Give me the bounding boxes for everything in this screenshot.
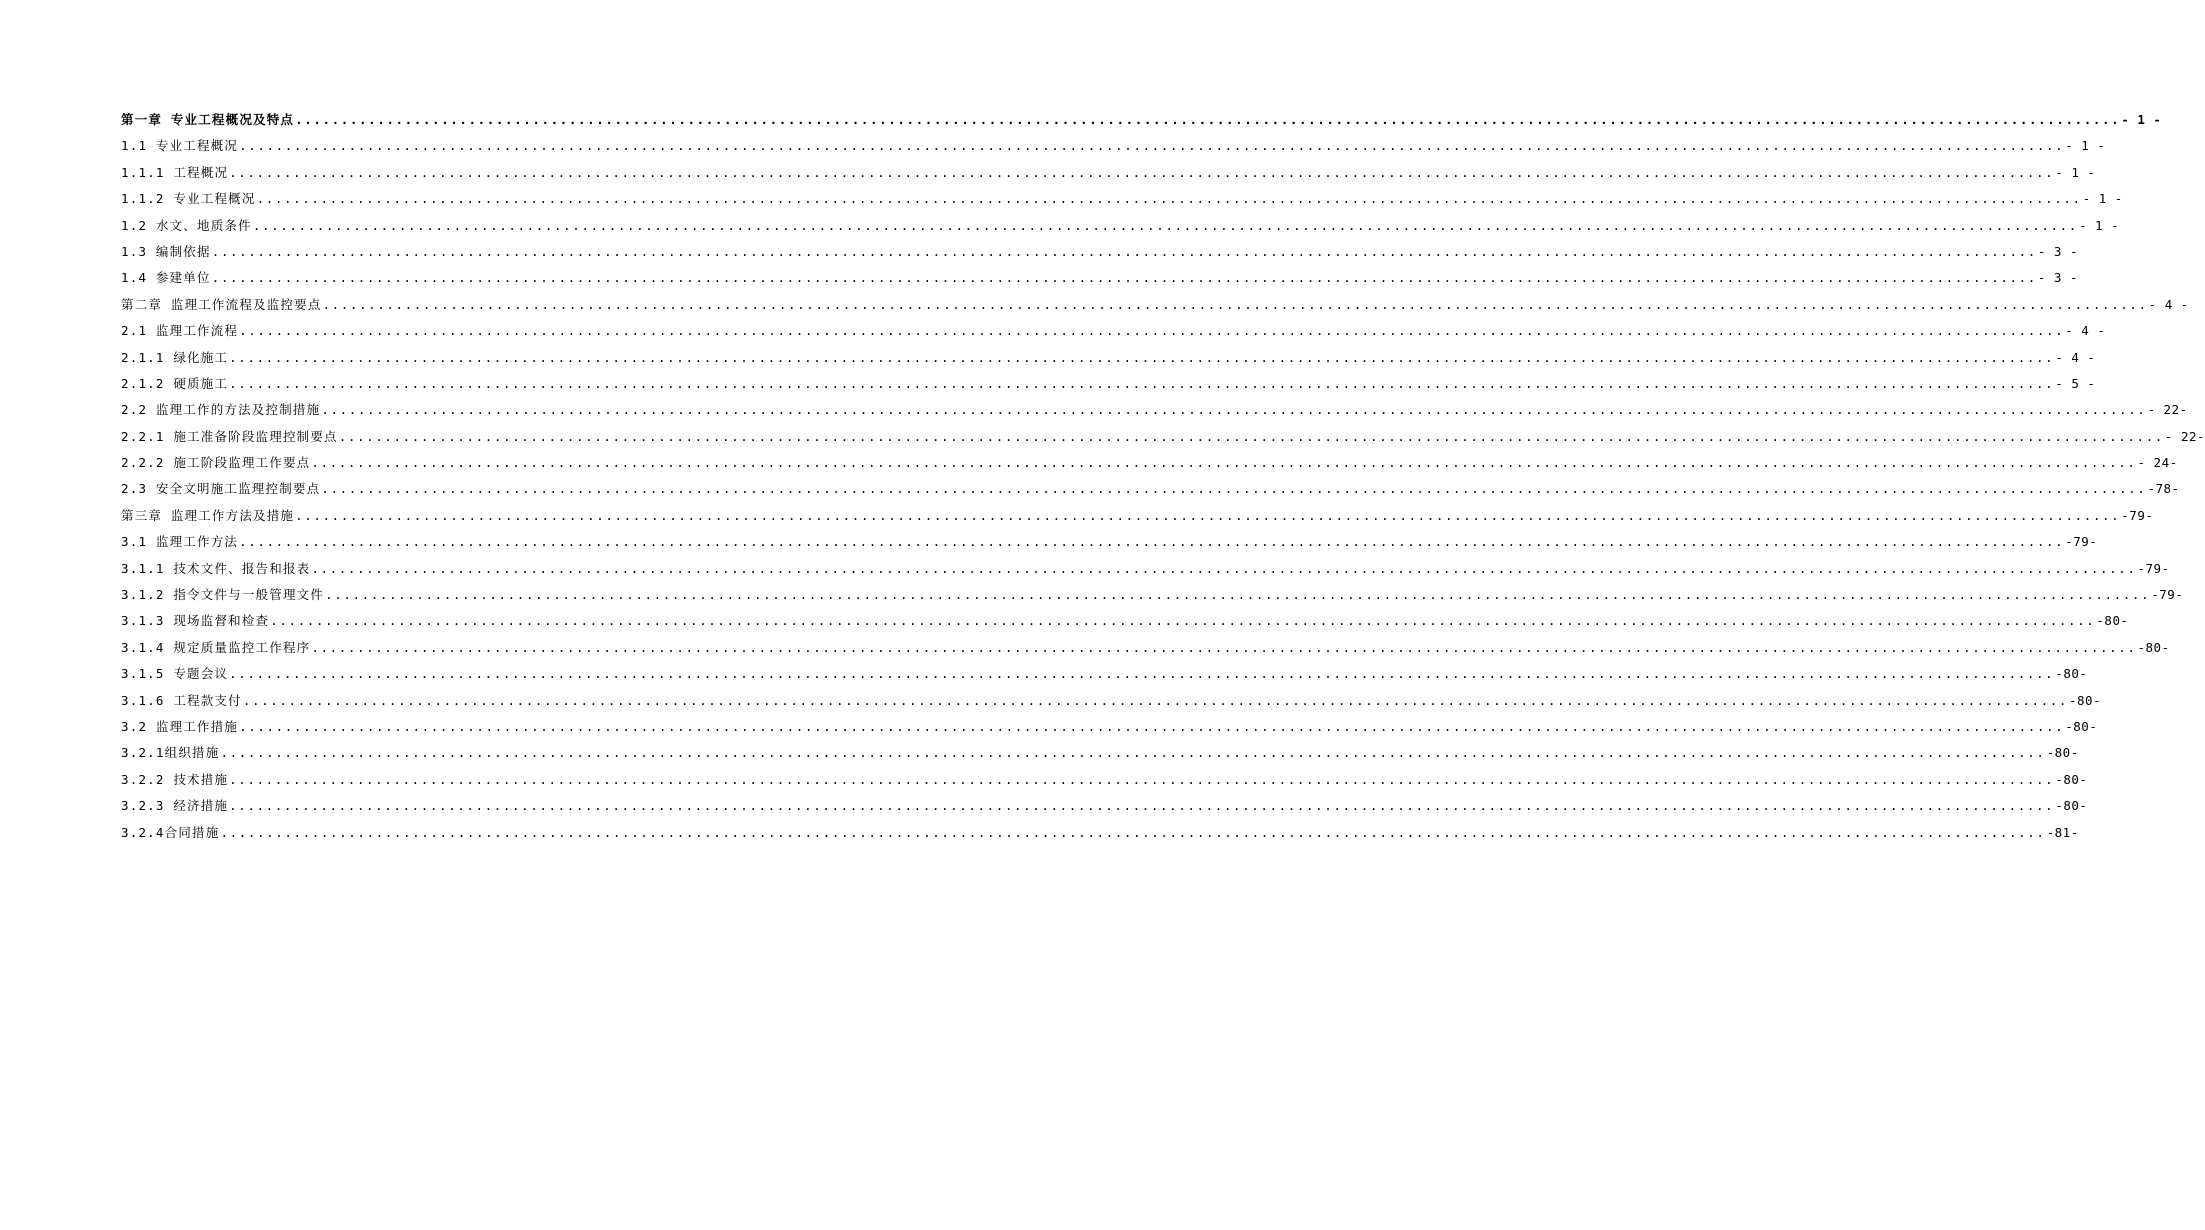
toc-entry-title: 2.2.1 施工准备阶段监理控制要点 (121, 428, 338, 444)
toc-entry[interactable] (121, 239, 2078, 265)
toc-entry-title: 1.3 编制依据 (121, 243, 211, 259)
toc-entry[interactable] (121, 503, 2154, 529)
toc-dot-leader: ........................................................................................................................................................................................................ (229, 666, 2055, 682)
toc-entry-title: 2.1.2 硬质施工 (121, 375, 229, 391)
toc-entry-page-number: -80- (2055, 798, 2088, 814)
toc-dot-leader: ........................................................................................................................................................................................................ (229, 164, 2055, 180)
toc-entry-page-number: -80- (2096, 613, 2129, 629)
toc-entry-page-number: -81- (2046, 824, 2079, 840)
toc-entry-title: 3.1.5 专题会议 (121, 666, 229, 682)
toc-dot-leader: ........................................................................................................................................................................................................ (325, 587, 2151, 603)
toc-entry[interactable] (121, 450, 2178, 476)
toc-entry-title: 2.3 安全文明施工监理控制要点 (121, 481, 321, 497)
toc-entry-page-number: - 3 - (2037, 243, 2078, 259)
toc-entry-page-number: - 4 - (2065, 323, 2106, 339)
toc-dot-leader: ........................................................................................................................................................................................................ (322, 296, 2148, 312)
toc-entry[interactable] (121, 397, 2188, 423)
toc-entry-title: 3.1.1 技术文件、报告和报表 (121, 560, 311, 576)
toc-dot-leader: ........................................................................................................................................................................................................ (242, 692, 2068, 708)
toc-entry-title: 1.1.1 工程概况 (121, 164, 229, 180)
toc-entry-title: 3.2.2 技术措施 (121, 771, 229, 787)
toc-entry[interactable] (121, 608, 2129, 634)
toc-entry-title: 3.1.2 指令文件与一般管理文件 (121, 587, 325, 603)
toc-entry-page-number: -79- (2151, 587, 2184, 603)
toc-entry[interactable] (121, 793, 2088, 819)
toc-entry[interactable] (121, 582, 2184, 608)
toc-entry-page-number: -80- (2055, 666, 2088, 682)
toc-dot-leader: ........................................................................................................................................................................................................ (239, 534, 2065, 550)
toc-entry-title: 3.2.4合同措施 (121, 824, 220, 840)
toc-entry[interactable] (121, 529, 2098, 555)
toc-entry-page-number: -79- (2121, 507, 2154, 523)
toc-entry[interactable] (121, 213, 2120, 239)
toc-entry-page-number: - 24- (2137, 455, 2178, 471)
toc-entry-title: 3.1.6 工程款支付 (121, 692, 242, 708)
toc-entry-page-number: - 1 - (2078, 217, 2120, 233)
toc-entry-title: 3.2.3 经济措施 (121, 798, 229, 814)
toc-entry-page-number: - 1 - (2082, 191, 2123, 207)
toc-entry[interactable] (121, 767, 2088, 793)
toc-dot-leader: ........................................................................................................................................................................................................ (256, 191, 2082, 207)
toc-entry-title: 2.1 监理工作流程 (121, 323, 239, 339)
toc-entry-title: 1.4 参建单位 (121, 270, 211, 286)
toc-entry-page-number: -78- (2147, 481, 2180, 497)
toc-dot-leader: ........................................................................................................................................................................................................ (239, 718, 2065, 734)
toc-entry[interactable] (121, 820, 2079, 846)
toc-dot-leader: ........................................................................................................................................................................................................ (220, 824, 2046, 840)
toc-dot-leader: ........................................................................................................................................................................................................ (252, 217, 2078, 233)
toc-dot-leader: ........................................................................................................................................................................................................ (295, 112, 2121, 127)
toc-entry[interactable] (121, 345, 2096, 371)
toc-entry[interactable] (121, 556, 2170, 582)
toc-entry[interactable] (121, 424, 2205, 450)
toc-entry[interactable] (121, 688, 2102, 714)
toc-entry[interactable] (121, 107, 2162, 133)
toc-entry[interactable] (121, 635, 2170, 661)
toc-entry-title: 第二章 监理工作流程及监控要点 (121, 296, 322, 312)
toc-entry-page-number: - 5 - (2055, 375, 2096, 391)
toc-dot-leader: ........................................................................................................................................................................................................ (321, 481, 2147, 497)
toc-entry[interactable] (121, 661, 2088, 687)
toc-entry[interactable] (121, 292, 2189, 318)
toc-entry-title: 3.1 监理工作方法 (121, 534, 239, 550)
toc-entry[interactable] (121, 265, 2078, 291)
toc-entry-title: 2.2.2 施工阶段监理工作要点 (121, 455, 311, 471)
toc-entry-title: 1.1.2 专业工程概况 (121, 191, 256, 207)
toc-dot-leader: ........................................................................................................................................................................................................ (239, 323, 2065, 339)
table-of-contents (121, 107, 2205, 846)
toc-dot-leader: ........................................................................................................................................................................................................ (270, 613, 2096, 629)
toc-entry-title: 3.1.3 现场监督和检查 (121, 613, 270, 629)
toc-entry[interactable] (121, 186, 2123, 212)
toc-entry-page-number: - 22- (2147, 402, 2188, 418)
toc-entry-page-number: - 1 - (2121, 112, 2162, 127)
toc-entry-page-number: -79- (2065, 534, 2098, 550)
toc-dot-leader: ........................................................................................................................................................................................................ (311, 639, 2137, 655)
toc-entry-title: 2.1.1 绿化施工 (121, 349, 229, 365)
toc-dot-leader: ........................................................................................................................................................................................................ (220, 745, 2046, 761)
toc-entry-title: 3.2.1组织措施 (121, 745, 220, 761)
toc-entry-title: 1.2 水文、地质条件 (121, 217, 252, 233)
toc-entry-page-number: - 22- (2164, 428, 2205, 444)
toc-dot-leader: ........................................................................................................................................................................................................ (321, 402, 2147, 418)
toc-dot-leader: ........................................................................................................................................................................................................ (239, 138, 2065, 154)
toc-entry-page-number: -80- (2137, 639, 2170, 655)
toc-entry-page-number: - 4 - (2148, 296, 2189, 312)
toc-dot-leader: ........................................................................................................................................................................................................ (295, 507, 2121, 523)
toc-entry-page-number: -80- (2065, 718, 2098, 734)
toc-entry[interactable] (121, 714, 2098, 740)
toc-entry[interactable] (121, 318, 2106, 344)
toc-entry-page-number: - 3 - (2037, 270, 2078, 286)
toc-entry-page-number: - 1 - (2055, 164, 2096, 180)
toc-entry-title: 第一章 专业工程概况及特点 (121, 112, 295, 127)
toc-entry-page-number: -80- (2046, 745, 2079, 761)
toc-entry-title: 2.2 监理工作的方法及控制措施 (121, 402, 321, 418)
toc-entry[interactable] (121, 371, 2096, 397)
toc-entry-page-number: - 1 - (2065, 138, 2106, 154)
toc-entry[interactable] (121, 133, 2106, 159)
toc-entry-page-number: -80- (2069, 692, 2102, 708)
toc-entry-page-number: -79- (2137, 560, 2170, 576)
toc-dot-leader: ........................................................................................................................................................................................................ (338, 428, 2164, 444)
toc-dot-leader: ........................................................................................................................................................................................................ (311, 560, 2137, 576)
toc-dot-leader: ........................................................................................................................................................................................................ (311, 455, 2137, 471)
toc-entry[interactable] (121, 476, 2180, 502)
toc-entry-page-number: -80- (2055, 771, 2088, 787)
toc-entry-title: 1.1 专业工程概况 (121, 138, 239, 154)
toc-entry-title: 第三章 监理工作方法及措施 (121, 507, 295, 523)
toc-entry-title: 3.1.4 规定质量监控工作程序 (121, 639, 311, 655)
toc-entry[interactable] (121, 160, 2096, 186)
toc-dot-leader: ........................................................................................................................................................................................................ (229, 798, 2055, 814)
toc-entry[interactable] (121, 740, 2079, 766)
toc-dot-leader: ........................................................................................................................................................................................................ (229, 771, 2055, 787)
toc-entry-title: 3.2 监理工作措施 (121, 718, 239, 734)
toc-entry-page-number: - 4 - (2055, 349, 2096, 365)
toc-dot-leader: ........................................................................................................................................................................................................ (211, 270, 2037, 286)
toc-dot-leader: ........................................................................................................................................................................................................ (211, 243, 2037, 259)
toc-dot-leader: ........................................................................................................................................................................................................ (229, 349, 2055, 365)
toc-dot-leader: ........................................................................................................................................................................................................ (229, 375, 2055, 391)
